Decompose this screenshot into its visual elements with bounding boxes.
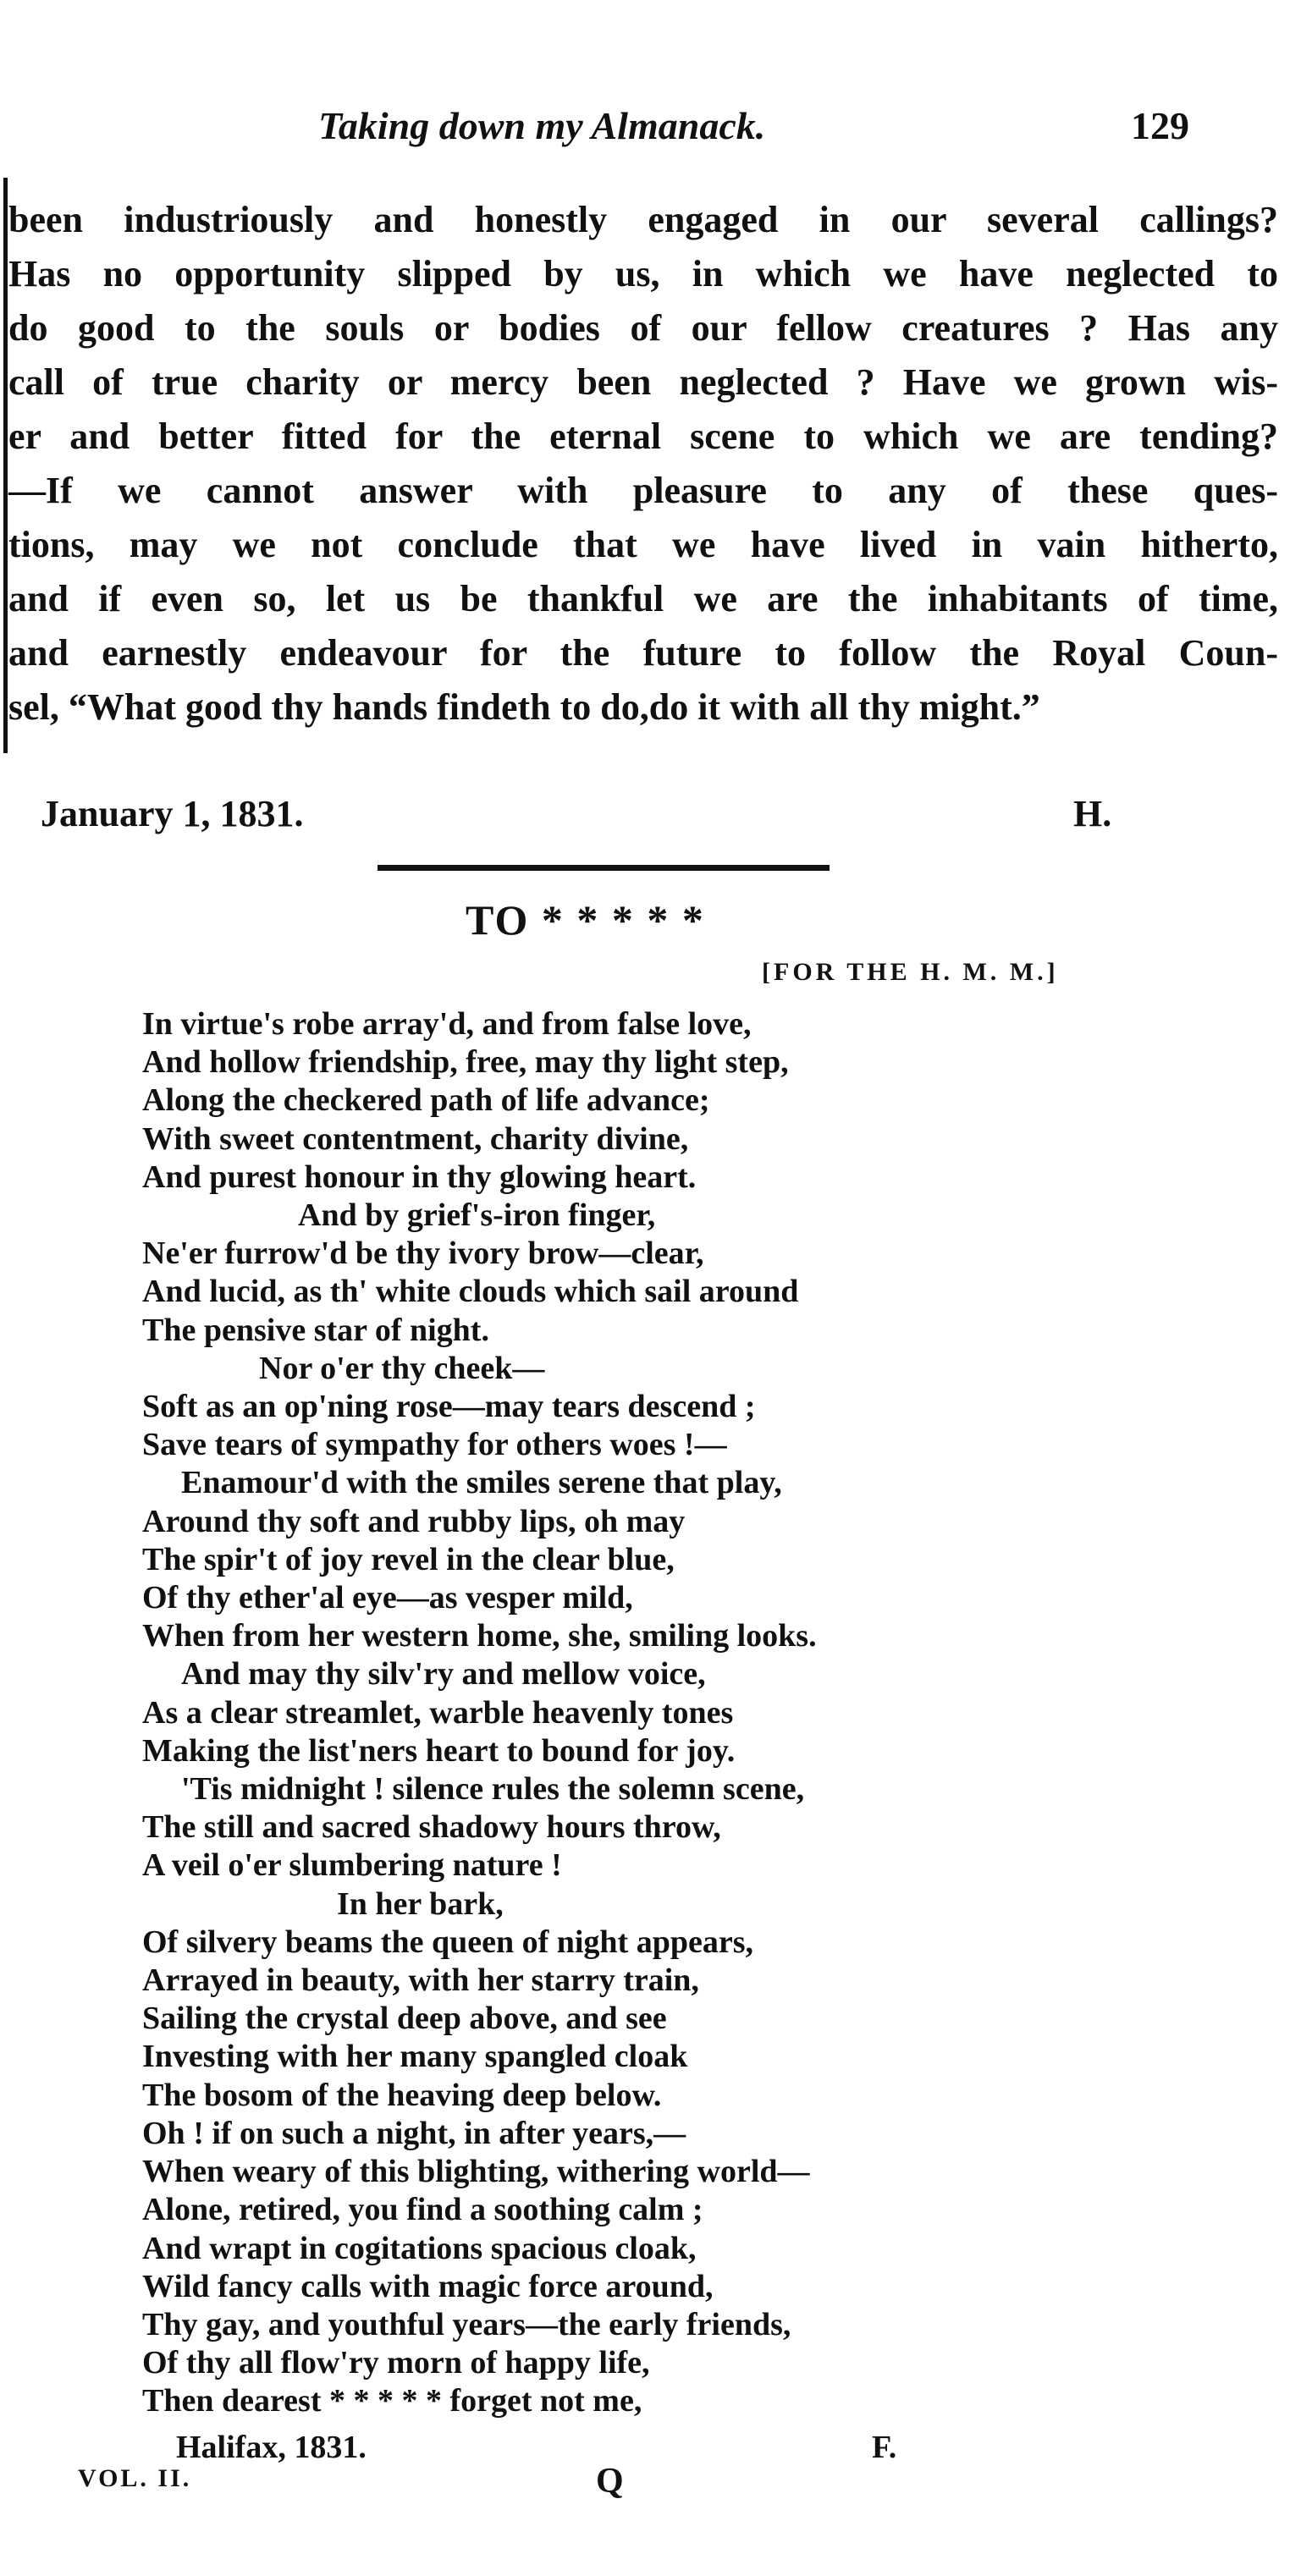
poem-line: And by grief's-iron finger, <box>298 1197 656 1234</box>
prose-line: do good to the souls or bodies of our fellow creatures ? Has any <box>8 307 1278 349</box>
poem-line: When from her western home, she, smiling looks. <box>142 1618 817 1654</box>
prose-line: tions, may we not conclude that we have lived in vain hitherto, <box>8 524 1278 565</box>
poem-line: And purest honour in thy glowing heart. <box>142 1159 697 1195</box>
poem-line: Investing with her many spangled cloak <box>142 2039 688 2075</box>
poem-line: Of thy ether'al eye—as vesper mild, <box>142 1580 633 1616</box>
prose-line: and earnestly endeavour for the future to follow the Royal Coun- <box>8 632 1278 674</box>
poem-line: Of silvery beams the queen of night appears, <box>142 1924 753 1960</box>
prose-line: er and better fitted for the eternal scene to which we are tending? <box>8 416 1278 457</box>
volume-label: VOL. II. <box>78 2464 192 2492</box>
poem-line: A veil o'er slumbering nature ! <box>142 1847 562 1884</box>
prose-paragraph <box>8 193 1278 735</box>
poem-line: Making the list'ners heart to bound for joy. <box>142 1732 736 1769</box>
poem-line: Alone, retired, you find a soothing calm ; <box>142 2192 703 2228</box>
poem-line: Around thy soft and rubby lips, oh may <box>142 1503 686 1539</box>
poem-place-date: Halifax, 1831. <box>176 2430 367 2465</box>
author-initial: H. <box>1073 793 1112 834</box>
printer-signature-mark: Q <box>596 2462 624 2501</box>
poem-line: Soft as an op'ning rose—may tears descend ; <box>142 1389 756 1425</box>
poem-body <box>142 1005 817 2421</box>
prose-line: sel, “What good thy hands findeth to do,do it with all thy might.” <box>8 686 1040 728</box>
prose-line: —If we cannot answer with pleasure to any of these ques- <box>8 470 1278 511</box>
poem-line: Oh ! if on such a night, in after years,— <box>142 2115 686 2151</box>
poem-line: And wrapt in cogitations spacious cloak, <box>142 2230 697 2266</box>
poem-signature: F. <box>872 2430 897 2465</box>
prose-line: Has no opportunity slipped by us, in which we have neglected to <box>8 253 1278 294</box>
poem-line: Along the checkered path of life advance; <box>142 1082 710 1119</box>
poem-line: And hollow friendship, free, may thy light step, <box>142 1044 789 1081</box>
poem-line: Ne'er furrow'd be thy ivory brow—clear, <box>142 1236 704 1272</box>
margin-rule <box>3 178 8 753</box>
poem-line: Arrayed in beauty, with her starry train, <box>142 1962 699 1999</box>
poem-line: The pensive star of night. <box>142 1312 489 1348</box>
prose-line: and if even so, let us be thankful we are the inhabitants of time, <box>8 578 1278 619</box>
prose-line: been industriously and honestly engaged in our several callings? <box>8 199 1278 240</box>
poem-line: In her bark, <box>337 1885 504 1922</box>
poem-line: Save tears of sympathy for others woes !— <box>142 1427 727 1463</box>
poem-line: 'Tis midnight ! silence rules the solemn scene, <box>181 1771 805 1808</box>
poem-line: The spir't of joy revel in the clear blue, <box>142 1541 675 1577</box>
poem-line: As a clear streamlet, warble heavenly tones <box>142 1694 734 1731</box>
running-title: Taking down my Almanack. <box>318 104 766 147</box>
poem-line: Enamour'd with the smiles serene that play, <box>181 1465 782 1501</box>
poem-line: Of thy all flow'ry morn of happy life, <box>142 2345 650 2381</box>
poem-line: With sweet contentment, charity divine, <box>142 1120 689 1157</box>
page-number: 129 <box>1131 104 1189 147</box>
poem-line: And may thy silv'ry and mellow voice, <box>181 1656 706 1693</box>
poem-line: Then dearest * * * * * forget not me, <box>142 2383 642 2419</box>
poem-title: TO * * * * * <box>466 896 705 944</box>
prose-line: call of true charity or mercy been neglected ? Have we grown wis- <box>8 361 1278 403</box>
poem-line: The still and sacred shadowy hours throw, <box>142 1809 721 1846</box>
poem-line: Thy gay, and youthful years—the early friends, <box>142 2306 791 2342</box>
prose-date: January 1, 1831. <box>41 793 304 834</box>
poem-source-note: [FOR THE H. M. M.] <box>762 958 1059 986</box>
poem-line: In virtue's robe array'd, and from false love, <box>142 1006 752 1042</box>
poem-line: The bosom of the heaving deep below. <box>142 2077 662 2113</box>
section-divider <box>378 865 830 871</box>
poem-line: Nor o'er thy cheek— <box>259 1350 545 1386</box>
poem-line: And lucid, as th' white clouds which sail around <box>142 1274 799 1310</box>
poem-line: Wild fancy calls with magic force around, <box>142 2268 714 2304</box>
poem-line: Sailing the crystal deep above, and see <box>142 2001 667 2037</box>
poem-line: When weary of this blighting, withering world— <box>142 2154 810 2190</box>
